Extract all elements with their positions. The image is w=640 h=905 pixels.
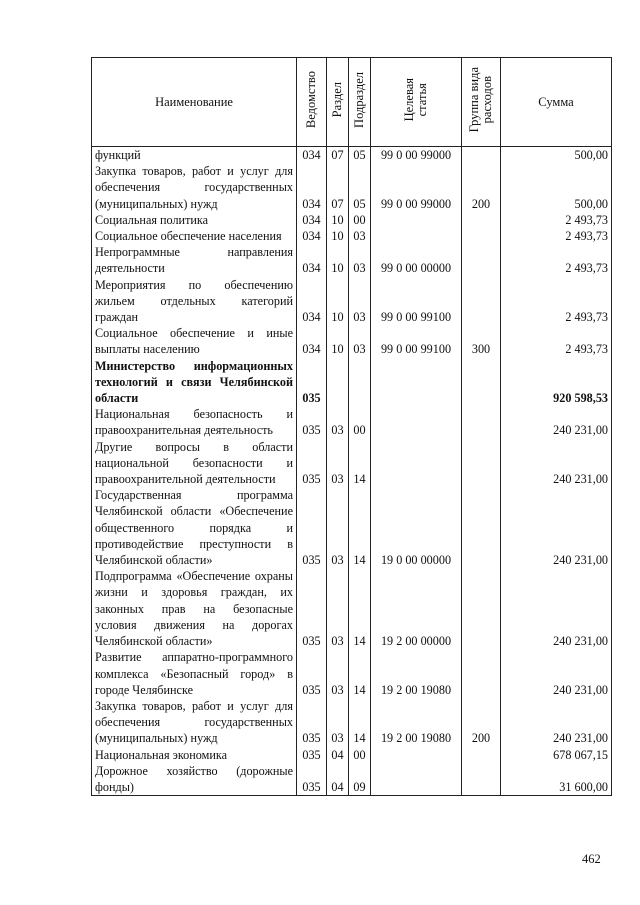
row-podrazdel: 03 (349, 325, 371, 357)
row-podrazdel: 14 (349, 487, 371, 568)
row-name: Социальная политика (92, 212, 297, 228)
row-summa: 2 493,73 (501, 212, 612, 228)
table-header-row (92, 58, 612, 147)
row-summa: 2 493,73 (501, 244, 612, 276)
row-summa: 678 067,15 (501, 747, 612, 763)
row-podrazdel: 03 (349, 228, 371, 244)
table-row (92, 277, 612, 326)
row-name: Развитие аппаратно-программного комплекса «Безопасный город» в городе Челябинске (92, 649, 297, 698)
table-row (92, 763, 612, 796)
row-razdel: 03 (327, 487, 349, 568)
row-vedomstvo: 035 (297, 649, 327, 698)
row-name: функций (92, 147, 297, 164)
table-row (92, 747, 612, 763)
row-celevaya-statya (371, 358, 462, 407)
row-celevaya-statya (371, 439, 462, 488)
header-vedomstvo: Ведомство (297, 58, 327, 147)
header-razdel: Раздел (327, 58, 349, 147)
row-gruppa (462, 212, 501, 228)
row-summa: 2 493,73 (501, 228, 612, 244)
row-name: Подпрограмма «Обеспечение охраны жизни и здоровья граждан, их законных прав на безопасные условия движения на дорогах Челябинской области» (92, 568, 297, 649)
row-celevaya-statya: 99 0 00 99000 (371, 163, 462, 212)
row-celevaya-statya: 19 2 00 19080 (371, 649, 462, 698)
row-summa: 2 493,73 (501, 277, 612, 326)
row-vedomstvo: 034 (297, 244, 327, 276)
row-vedomstvo: 035 (297, 698, 327, 747)
row-vedomstvo: 035 (297, 358, 327, 407)
table-row (92, 163, 612, 212)
header-podrazdel: Подраздел (349, 58, 371, 147)
table-row (92, 244, 612, 276)
row-vedomstvo: 034 (297, 277, 327, 326)
row-podrazdel: 00 (349, 747, 371, 763)
row-celevaya-statya: 99 0 00 99100 (371, 325, 462, 357)
row-celevaya-statya: 19 2 00 00000 (371, 568, 462, 649)
row-razdel: 07 (327, 163, 349, 212)
table-row (92, 698, 612, 747)
row-podrazdel: 03 (349, 244, 371, 276)
row-gruppa (462, 568, 501, 649)
row-gruppa (462, 277, 501, 326)
row-name: Непрограммные направления деятельности (92, 244, 297, 276)
table-row (92, 439, 612, 488)
row-name: Дорожное хозяйство (дорожные фонды) (92, 763, 297, 796)
row-gruppa (462, 228, 501, 244)
row-razdel: 03 (327, 698, 349, 747)
row-name: Мероприятия по обеспечению жильем отдельных категорий граждан (92, 277, 297, 326)
row-razdel (327, 358, 349, 407)
row-podrazdel: 14 (349, 649, 371, 698)
row-razdel: 10 (327, 228, 349, 244)
table-row (92, 212, 612, 228)
row-gruppa: 300 (462, 325, 501, 357)
header-summa: Сумма (501, 58, 612, 147)
row-gruppa: 200 (462, 698, 501, 747)
row-razdel: 10 (327, 244, 349, 276)
row-name: Национальная безопасность и правоохранительная деятельность (92, 406, 297, 438)
row-podrazdel: 00 (349, 212, 371, 228)
row-celevaya-statya: 99 0 00 99000 (371, 147, 462, 164)
row-celevaya-statya: 99 0 00 00000 (371, 244, 462, 276)
row-summa: 240 231,00 (501, 406, 612, 438)
row-vedomstvo: 034 (297, 212, 327, 228)
header-name: Наименование (92, 58, 297, 147)
row-summa: 240 231,00 (501, 698, 612, 747)
row-celevaya-statya: 99 0 00 99100 (371, 277, 462, 326)
row-summa: 500,00 (501, 147, 612, 164)
table-row (92, 228, 612, 244)
row-razdel: 10 (327, 212, 349, 228)
row-name: Закупка товаров, работ и услуг для обеспечения государственных (муниципальных) нужд (92, 698, 297, 747)
row-podrazdel: 03 (349, 277, 371, 326)
row-name: Министерство информационных технологий и связи Челябинской области (92, 358, 297, 407)
row-vedomstvo: 035 (297, 439, 327, 488)
table-row (92, 649, 612, 698)
row-celevaya-statya (371, 763, 462, 796)
row-vedomstvo: 034 (297, 228, 327, 244)
row-gruppa (462, 763, 501, 796)
row-gruppa (462, 358, 501, 407)
row-vedomstvo: 035 (297, 487, 327, 568)
row-name: Социальное обеспечение и иные выплаты населению (92, 325, 297, 357)
row-name: Национальная экономика (92, 747, 297, 763)
row-gruppa (462, 439, 501, 488)
row-summa: 920 598,53 (501, 358, 612, 407)
row-podrazdel: 14 (349, 439, 371, 488)
row-name: Закупка товаров, работ и услуг для обеспечения государственных (муниципальных) нужд (92, 163, 297, 212)
row-razdel: 04 (327, 747, 349, 763)
row-podrazdel (349, 358, 371, 407)
row-podrazdel: 05 (349, 147, 371, 164)
row-summa: 240 231,00 (501, 487, 612, 568)
row-podrazdel: 09 (349, 763, 371, 796)
row-celevaya-statya (371, 212, 462, 228)
row-vedomstvo: 034 (297, 325, 327, 357)
row-vedomstvo: 035 (297, 406, 327, 438)
page-number: 462 (582, 852, 601, 866)
row-name: Другие вопросы в области национальной безопасности и правоохранительной деятельности (92, 439, 297, 488)
row-summa: 240 231,00 (501, 568, 612, 649)
table-row (92, 406, 612, 438)
table-row (92, 487, 612, 568)
row-razdel: 07 (327, 147, 349, 164)
row-vedomstvo: 034 (297, 163, 327, 212)
table-row (92, 147, 612, 164)
row-razdel: 10 (327, 277, 349, 326)
row-gruppa (462, 487, 501, 568)
row-gruppa (462, 747, 501, 763)
row-gruppa (462, 649, 501, 698)
row-podrazdel: 00 (349, 406, 371, 438)
row-podrazdel: 14 (349, 568, 371, 649)
table-row (92, 325, 612, 357)
row-name: Государственная программа Челябинской области «Обеспечение общественного порядка и противодействие преступности в Челябинской области» (92, 487, 297, 568)
budget-table (91, 57, 612, 796)
row-celevaya-statya (371, 747, 462, 763)
row-vedomstvo: 035 (297, 568, 327, 649)
row-razdel: 03 (327, 568, 349, 649)
row-celevaya-statya: 19 0 00 00000 (371, 487, 462, 568)
header-celevaya-statya: Целевая статья (371, 58, 462, 147)
row-summa: 2 493,73 (501, 325, 612, 357)
row-razdel: 03 (327, 406, 349, 438)
row-celevaya-statya (371, 228, 462, 244)
row-podrazdel: 05 (349, 163, 371, 212)
row-summa: 31 600,00 (501, 763, 612, 796)
row-vedomstvo: 034 (297, 147, 327, 164)
row-razdel: 04 (327, 763, 349, 796)
row-gruppa (462, 406, 501, 438)
row-razdel: 03 (327, 649, 349, 698)
row-summa: 240 231,00 (501, 439, 612, 488)
row-gruppa (462, 244, 501, 276)
row-summa: 500,00 (501, 163, 612, 212)
table-row (92, 568, 612, 649)
row-celevaya-statya: 19 2 00 19080 (371, 698, 462, 747)
row-vedomstvo: 035 (297, 763, 327, 796)
row-razdel: 10 (327, 325, 349, 357)
row-vedomstvo: 035 (297, 747, 327, 763)
row-gruppa: 200 (462, 163, 501, 212)
row-celevaya-statya (371, 406, 462, 438)
row-summa: 240 231,00 (501, 649, 612, 698)
header-gruppa-vida-raskhodov: Группа вида расходов (462, 58, 501, 147)
table-row (92, 358, 612, 407)
row-name: Социальное обеспечение населения (92, 228, 297, 244)
row-razdel: 03 (327, 439, 349, 488)
row-gruppa (462, 147, 501, 164)
row-podrazdel: 14 (349, 698, 371, 747)
